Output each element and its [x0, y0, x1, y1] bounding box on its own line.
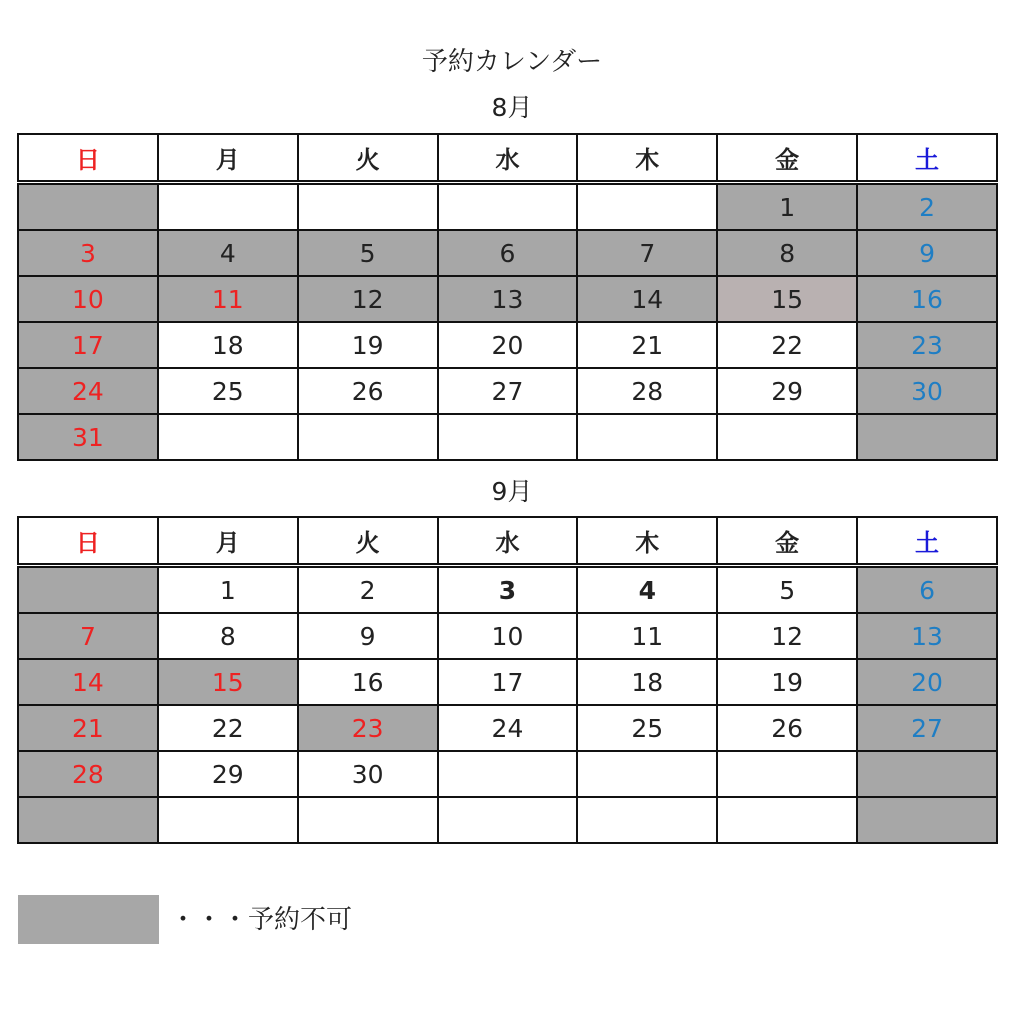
day-cell[interactable]: 24 — [18, 368, 158, 414]
day-cell[interactable]: 7 — [18, 613, 158, 659]
day-cell[interactable] — [158, 183, 298, 231]
day-cell[interactable]: 4 — [577, 566, 717, 614]
weekday-sun: 日 — [18, 134, 158, 183]
day-cell[interactable]: 20 — [857, 659, 997, 705]
week-row — [18, 414, 997, 460]
day-cell[interactable]: 25 — [577, 705, 717, 751]
weekday-mon: 月 — [158, 517, 298, 566]
week-row — [18, 230, 997, 276]
day-cell[interactable]: 5 — [717, 566, 857, 614]
day-cell[interactable] — [717, 414, 857, 460]
weekday-tue: 火 — [298, 517, 438, 566]
day-cell[interactable] — [298, 183, 438, 231]
day-cell[interactable]: 18 — [577, 659, 717, 705]
day-cell[interactable]: 14 — [18, 659, 158, 705]
day-cell[interactable]: 31 — [18, 414, 158, 460]
day-cell[interactable]: 14 — [577, 276, 717, 322]
weekday-header-row — [18, 134, 997, 183]
day-cell[interactable] — [158, 414, 298, 460]
day-cell[interactable]: 19 — [717, 659, 857, 705]
day-cell[interactable]: 12 — [717, 613, 857, 659]
week-row — [18, 566, 997, 614]
week-row — [18, 797, 997, 843]
day-cell[interactable] — [717, 797, 857, 843]
day-cell[interactable]: 13 — [438, 276, 578, 322]
day-cell[interactable] — [857, 751, 997, 797]
month-title-september: 9月 — [491, 477, 533, 506]
weekday-tue: 火 — [298, 134, 438, 183]
weekday-thu: 木 — [577, 134, 717, 183]
legend-label: ・・・予約不可 — [170, 905, 353, 935]
day-cell[interactable]: 6 — [857, 566, 997, 614]
day-cell[interactable]: 17 — [438, 659, 578, 705]
week-row — [18, 276, 997, 322]
day-cell[interactable] — [18, 566, 158, 614]
day-cell[interactable]: 2 — [857, 183, 997, 231]
weekday-header-row — [18, 517, 997, 566]
weekday-mon: 月 — [158, 134, 298, 183]
day-cell[interactable] — [298, 414, 438, 460]
day-cell[interactable]: 15 — [158, 659, 298, 705]
weekday-wed: 水 — [438, 517, 578, 566]
day-cell[interactable]: 16 — [298, 659, 438, 705]
calendar-august — [17, 133, 998, 461]
day-cell[interactable]: 10 — [18, 276, 158, 322]
day-cell[interactable] — [438, 414, 578, 460]
day-cell[interactable]: 25 — [158, 368, 298, 414]
day-cell[interactable]: 20 — [438, 322, 578, 368]
day-cell[interactable] — [577, 751, 717, 797]
day-cell[interactable]: 21 — [18, 705, 158, 751]
day-cell[interactable]: 6 — [438, 230, 578, 276]
page-title: 予約カレンダー — [421, 47, 603, 77]
day-cell[interactable]: 23 — [298, 705, 438, 751]
day-cell[interactable]: 26 — [717, 705, 857, 751]
week-row — [18, 705, 997, 751]
weekday-sun: 日 — [18, 517, 158, 566]
week-row — [18, 613, 997, 659]
day-cell[interactable]: 19 — [298, 322, 438, 368]
month-title-august: 8月 — [491, 93, 533, 122]
day-cell[interactable]: 24 — [438, 705, 578, 751]
day-cell[interactable] — [577, 414, 717, 460]
day-cell[interactable]: 21 — [577, 322, 717, 368]
day-cell[interactable]: 30 — [857, 368, 997, 414]
weekday-fri: 金 — [717, 134, 857, 183]
day-cell[interactable] — [577, 183, 717, 231]
day-cell[interactable]: 27 — [438, 368, 578, 414]
legend-swatch-unavailable — [18, 895, 159, 944]
day-cell[interactable]: 29 — [717, 368, 857, 414]
day-cell[interactable]: 28 — [18, 751, 158, 797]
weekday-sat: 土 — [857, 134, 997, 183]
day-cell[interactable]: 8 — [158, 613, 298, 659]
week-row — [18, 322, 997, 368]
day-cell[interactable]: 16 — [857, 276, 997, 322]
day-cell[interactable]: 3 — [438, 566, 578, 614]
weekday-thu: 木 — [577, 517, 717, 566]
day-cell[interactable] — [857, 797, 997, 843]
week-row — [18, 183, 997, 231]
day-cell[interactable]: 12 — [298, 276, 438, 322]
day-cell[interactable] — [717, 751, 857, 797]
day-cell[interactable]: 8 — [717, 230, 857, 276]
day-cell[interactable] — [438, 797, 578, 843]
day-cell[interactable]: 27 — [857, 705, 997, 751]
week-row — [18, 751, 997, 797]
day-cell[interactable]: 15 — [717, 276, 857, 322]
day-cell[interactable]: 18 — [158, 322, 298, 368]
day-cell[interactable]: 3 — [18, 230, 158, 276]
weekday-fri: 金 — [717, 517, 857, 566]
week-row — [18, 659, 997, 705]
day-cell[interactable]: 26 — [298, 368, 438, 414]
day-cell[interactable]: 30 — [298, 751, 438, 797]
day-cell[interactable]: 9 — [298, 613, 438, 659]
day-cell[interactable]: 10 — [438, 613, 578, 659]
day-cell[interactable]: 1 — [158, 566, 298, 614]
day-cell[interactable]: 9 — [857, 230, 997, 276]
day-cell[interactable]: 22 — [717, 322, 857, 368]
weekday-wed: 水 — [438, 134, 578, 183]
day-cell[interactable]: 11 — [158, 276, 298, 322]
day-cell[interactable] — [438, 751, 578, 797]
day-cell[interactable] — [577, 797, 717, 843]
day-cell[interactable]: 29 — [158, 751, 298, 797]
day-cell[interactable] — [18, 183, 158, 231]
day-cell[interactable]: 28 — [577, 368, 717, 414]
day-cell[interactable]: 17 — [18, 322, 158, 368]
day-cell[interactable] — [18, 797, 158, 843]
calendar-september — [17, 516, 998, 844]
day-cell[interactable]: 22 — [158, 705, 298, 751]
day-cell[interactable]: 13 — [857, 613, 997, 659]
day-cell[interactable] — [158, 797, 298, 843]
day-cell[interactable] — [438, 183, 578, 231]
day-cell[interactable]: 2 — [298, 566, 438, 614]
weekday-sat: 土 — [857, 517, 997, 566]
day-cell[interactable]: 7 — [577, 230, 717, 276]
day-cell[interactable] — [298, 797, 438, 843]
day-cell[interactable]: 11 — [577, 613, 717, 659]
day-cell[interactable]: 1 — [717, 183, 857, 231]
day-cell[interactable]: 4 — [158, 230, 298, 276]
week-row — [18, 368, 997, 414]
day-cell[interactable]: 5 — [298, 230, 438, 276]
day-cell[interactable] — [857, 414, 997, 460]
day-cell[interactable]: 23 — [857, 322, 997, 368]
